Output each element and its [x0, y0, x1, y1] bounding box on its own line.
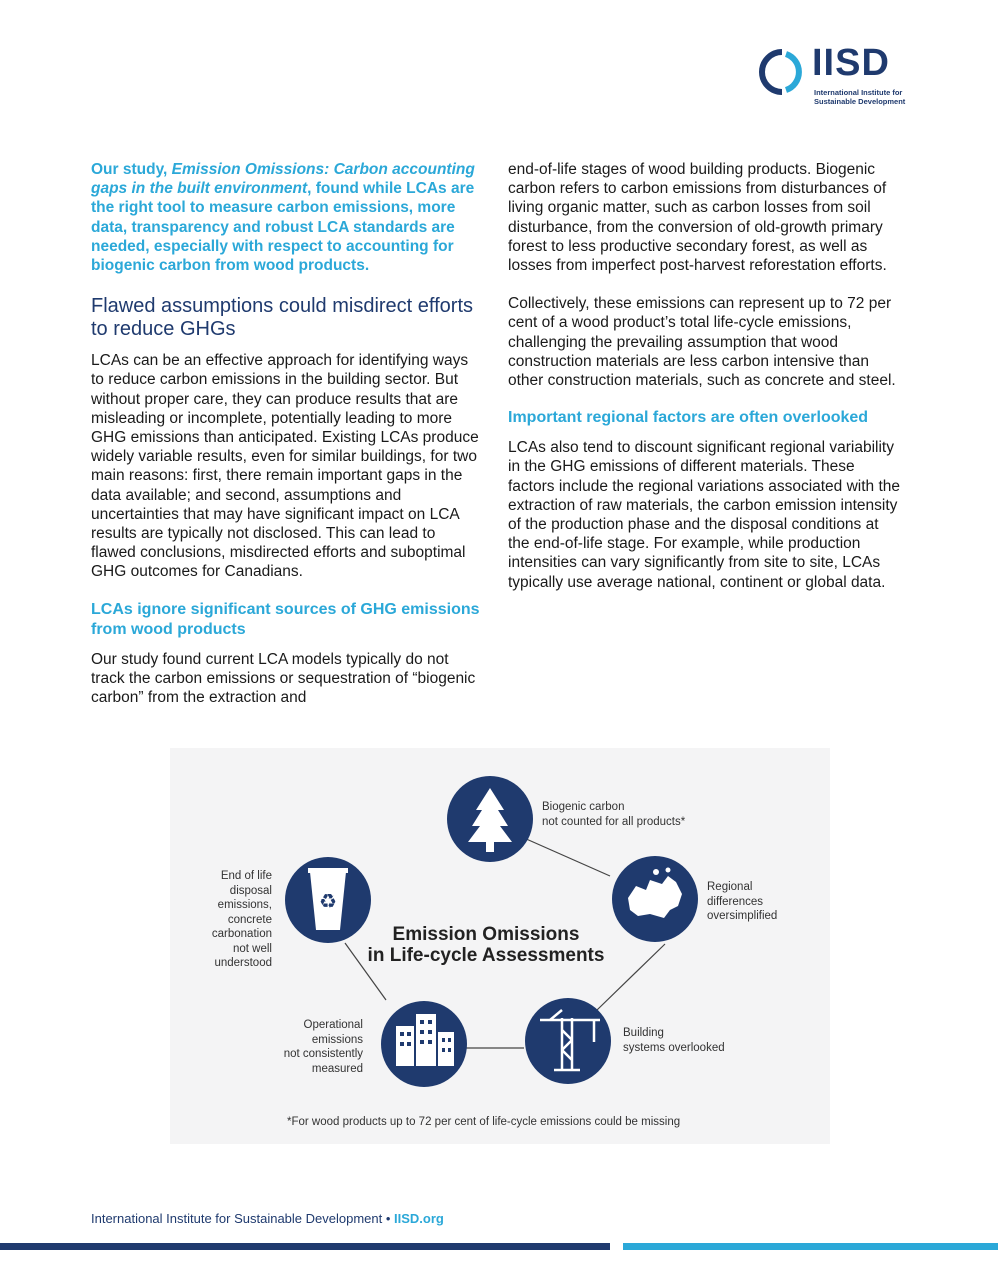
label-eol-line-4: concrete: [227, 913, 272, 926]
left-column: [91, 160, 483, 707]
intro-prefix: Our study,: [91, 161, 172, 178]
emission-omissions-infographic: [170, 748, 830, 1144]
paragraph-regional-variability: LCAs also tend to discount significant regional variability in the GHG emissions of different materials. These factors include the regional variations associated with the extraction of raw materials, the carbon emission intensity of the production phase and the disposal conditions at the end-of-life stage. For example, while production intensities can vary significantly from site to site, LCAs typically use average national, continent or global data.: [508, 439, 901, 591]
label-operational-line-3: not consistently: [283, 1048, 363, 1060]
label-regional-line-2: differences: [707, 895, 764, 908]
footer-bar-light: [623, 1243, 998, 1250]
label-biogenic-line-1: Biogenic carbon: [542, 801, 625, 813]
label-biogenic: [542, 800, 685, 829]
heading-lcas-ignore: LCAs ignore significant sources of GHG emissions from wood products: [91, 600, 480, 638]
iisd-ring-icon: [758, 48, 806, 96]
paragraph-collectively: Collectively, these emissions can represent up to 72 per cent of a wood product’s total life-cycle emissions, challenging the prevailing assumption that wood construction materials are less carbon intensive than other construction materials, such as concrete and steel.: [508, 295, 896, 390]
label-building: [623, 1026, 725, 1055]
infographic-footnote: *For wood products up to 72 per cent of life-cycle emissions could be missing: [287, 1116, 681, 1128]
infographic-title-line-1: Emission Omissions: [392, 924, 580, 945]
paragraph-end-of-life: end-of-life stages of wood building products. Biogenic carbon refers to carbon emissions from disturbances of living organic matter, such as carbon losses from soil disturbance, from the conversion of old-growth primary forest to less productive secondary forest, as well as losses from imperfect post-harvest reforestation efforts.: [508, 161, 887, 275]
infographic-title-line-2: in Life-cycle Assessments: [367, 945, 605, 966]
logo-line-1: International Institute for: [814, 88, 903, 97]
footer-org-name: International Institute for Sustainable Development: [91, 1211, 383, 1226]
label-biogenic-line-2: not counted for all products*: [542, 815, 686, 828]
paragraph-lca-approach: LCAs can be an effective approach for identifying ways to reduce carbon emissions in the building sector. But without proper care, they can produce results that are misleading or incomplete, potentially leading to more GHG emissions than anticipated. Existing LCAs produce widely variable results, even for similar buildings, for two main reasons: first, there remain important gaps in the data available; and second, assumptions and uncertainties that may have significant impact on LCA results are typically not disclosed. This can lead to flawed conclusions, misdirected efforts and suboptimal GHG outcomes for Canadians.: [91, 352, 479, 581]
label-eol-line-7: understood: [214, 957, 272, 969]
svg-text:♻: ♻: [319, 889, 337, 913]
intro-suffix: , found while LCAs are the right tool to measure carbon emissions, more data, transparency and robust LCA standards are needed, especially with respect to accounting for biogenic carbon from wood products.: [91, 180, 475, 275]
label-regional-line-1: Regional: [707, 881, 753, 893]
label-regional-line-3: oversimplified: [707, 910, 778, 922]
logo-acronym: IISD: [812, 42, 890, 84]
label-operational-line-1: Operational: [303, 1019, 363, 1031]
footer-url-link[interactable]: IISD.org: [394, 1211, 444, 1226]
label-eol-line-1: End of life: [220, 870, 272, 882]
label-operational-line-2: emissions: [311, 1033, 363, 1046]
intro-paragraph: [91, 160, 483, 275]
infographic-title: [366, 924, 606, 966]
label-regional: [707, 880, 777, 924]
label-building-line-2: systems overlooked: [623, 1041, 725, 1054]
label-eol-line-3: emissions,: [217, 899, 272, 911]
label-operational-line-4: measured: [311, 1062, 363, 1075]
page-footer: [91, 1211, 444, 1226]
label-end-of-life: [190, 869, 272, 971]
heading-flawed-assumptions: Flawed assumptions could misdirect efforts to reduce GHGs: [91, 295, 474, 341]
heading-regional-factors: Important regional factors are often overlooked: [508, 409, 869, 427]
logo-subtitle: [814, 88, 934, 106]
intro-study-title: Emission Omissions: Carbon accounting gaps in the built environment: [91, 161, 475, 198]
label-eol-line-5: carbonation: [211, 928, 272, 940]
label-eol-line-6: not well: [233, 942, 272, 955]
iisd-logo: [758, 42, 928, 114]
logo-line-2: Sustainable Development: [814, 97, 906, 106]
label-building-line-1: Building: [623, 1027, 664, 1039]
label-eol-line-2: disposal: [229, 884, 272, 897]
right-column: [508, 160, 904, 592]
footer-separator: •: [382, 1211, 395, 1226]
label-operational: [258, 1018, 363, 1076]
footer-bar-dark: [0, 1243, 610, 1250]
paragraph-study-found: Our study found current LCA models typically do not track the carbon emissions or sequestration of “biogenic carbon” from the extraction and: [91, 650, 476, 707]
